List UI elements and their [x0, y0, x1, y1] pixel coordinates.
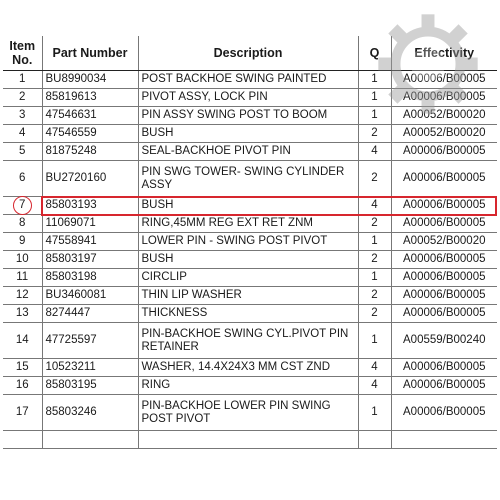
row-description: THIN LIP WASHER	[138, 287, 358, 305]
row-effectivity: A00006/B00005	[391, 377, 497, 395]
row-item-no: 6	[3, 161, 42, 197]
table-row	[3, 215, 497, 233]
row-description	[138, 431, 358, 449]
row-item-no: 1	[3, 71, 42, 89]
row-item-no: 5	[3, 143, 42, 161]
row-item-no: 16	[3, 377, 42, 395]
table-body	[3, 71, 497, 449]
row-part-number: BU3460081	[42, 287, 138, 305]
row-qty: 4	[358, 143, 391, 161]
row-qty: 1	[358, 395, 391, 431]
row-item-no: 12	[3, 287, 42, 305]
row-part-number: 11069071	[42, 215, 138, 233]
table-row	[3, 161, 497, 197]
table-row	[3, 377, 497, 395]
row-item-no: 14	[3, 323, 42, 359]
row-item-no: 17	[3, 395, 42, 431]
table-row	[3, 233, 497, 251]
table-header-row	[3, 36, 497, 71]
parts-table-container	[3, 36, 497, 449]
row-description: THICKNESS	[138, 305, 358, 323]
table-row	[3, 107, 497, 125]
row-effectivity: A00006/B00005	[391, 161, 497, 197]
row-qty: 2	[358, 305, 391, 323]
row-description: RING	[138, 377, 358, 395]
row-description: SEAL-BACKHOE PIVOT PIN	[138, 143, 358, 161]
row-part-number: 8274447	[42, 305, 138, 323]
row-part-number: BU8990034	[42, 71, 138, 89]
row-part-number: 85803197	[42, 251, 138, 269]
row-description: PIN ASSY SWING POST TO BOOM	[138, 107, 358, 125]
row-item-no: 4	[3, 125, 42, 143]
table-row	[3, 89, 497, 107]
row-effectivity: A00006/B00005	[391, 305, 497, 323]
parts-table	[3, 36, 497, 449]
row-item-no: 13	[3, 305, 42, 323]
row-description: CIRCLIP	[138, 269, 358, 287]
row-qty: 1	[358, 269, 391, 287]
row-description: PIN-BACKHOE LOWER PIN SWING POST PIVOT	[138, 395, 358, 431]
row-description: RING,45MM REG EXT RET ZNM	[138, 215, 358, 233]
table-row	[3, 143, 497, 161]
row-qty: 4	[358, 359, 391, 377]
row-description: BUSH	[138, 125, 358, 143]
row-effectivity: A00559/B00240	[391, 323, 497, 359]
row-item-no	[3, 431, 42, 449]
row-qty: 1	[358, 323, 391, 359]
row-part-number: 10523211	[42, 359, 138, 377]
row-item-no: 10	[3, 251, 42, 269]
row-effectivity	[391, 431, 497, 449]
row-item-no: 2	[3, 89, 42, 107]
row-part-number: 81875248	[42, 143, 138, 161]
row-effectivity: A00006/B00005	[391, 395, 497, 431]
row-effectivity: A00052/B00020	[391, 107, 497, 125]
row-effectivity: A00052/B00020	[391, 125, 497, 143]
row-qty: 4	[358, 197, 391, 215]
row-qty: 1	[358, 107, 391, 125]
row-qty: 2	[358, 215, 391, 233]
row-part-number: 85803246	[42, 395, 138, 431]
table-row	[3, 395, 497, 431]
table-row	[3, 359, 497, 377]
row-effectivity: A00006/B00005	[391, 359, 497, 377]
row-part-number: 47546559	[42, 125, 138, 143]
row-qty: 4	[358, 377, 391, 395]
table-row	[3, 71, 497, 89]
table-row	[3, 431, 497, 449]
row-part-number: 47558941	[42, 233, 138, 251]
row-description: PIN-BACKHOE SWING CYL.PIVOT PIN RETAINER	[138, 323, 358, 359]
row-effectivity: A00006/B00005	[391, 143, 497, 161]
row-effectivity: A00006/B00005	[391, 89, 497, 107]
header-effectivity: Effectivity	[391, 36, 497, 71]
row-item-no: 9	[3, 233, 42, 251]
row-effectivity: A00006/B00005	[391, 269, 497, 287]
row-qty	[358, 431, 391, 449]
table-row	[3, 125, 497, 143]
header-item-no: Item No.	[3, 36, 42, 71]
row-part-number: 85803193	[42, 197, 138, 215]
row-qty: 1	[358, 71, 391, 89]
table-row	[3, 323, 497, 359]
row-item-no: 8	[3, 215, 42, 233]
row-part-number	[42, 431, 138, 449]
table-row	[3, 287, 497, 305]
table-row	[3, 251, 497, 269]
row-part-number: 47725597	[42, 323, 138, 359]
row-effectivity: A00052/B00020	[391, 233, 497, 251]
row-description: PIN SWG TOWER- SWING CYLINDER ASSY	[138, 161, 358, 197]
row-qty: 1	[358, 233, 391, 251]
table-row	[3, 269, 497, 287]
header-part-number: Part Number	[42, 36, 138, 71]
row-effectivity: A00006/B00005	[391, 71, 497, 89]
row-effectivity: A00006/B00005	[391, 287, 497, 305]
row-effectivity: A00006/B00005	[391, 197, 497, 215]
row-description: PIVOT ASSY, LOCK PIN	[138, 89, 358, 107]
table-row	[3, 197, 497, 215]
row-part-number: 85819613	[42, 89, 138, 107]
row-qty: 2	[358, 287, 391, 305]
row-description: POST BACKHOE SWING PAINTED	[138, 71, 358, 89]
row-item-no: 3	[3, 107, 42, 125]
row-description: BUSH	[138, 251, 358, 269]
header-description: Description	[138, 36, 358, 71]
row-description: WASHER, 14.4X24X3 MM CST ZND	[138, 359, 358, 377]
row-part-number: 85803198	[42, 269, 138, 287]
row-item-no: 7	[3, 197, 42, 215]
row-qty: 2	[358, 125, 391, 143]
row-part-number: BU2720160	[42, 161, 138, 197]
row-effectivity: A00006/B00005	[391, 215, 497, 233]
row-item-no: 11	[3, 269, 42, 287]
row-qty: 1	[358, 89, 391, 107]
table-row	[3, 305, 497, 323]
row-part-number: 85803195	[42, 377, 138, 395]
row-item-no: 15	[3, 359, 42, 377]
row-qty: 2	[358, 161, 391, 197]
header-qty: Q	[358, 36, 391, 71]
row-description: BUSH	[138, 197, 358, 215]
row-description: LOWER PIN - SWING POST PIVOT	[138, 233, 358, 251]
row-effectivity: A00006/B00005	[391, 251, 497, 269]
row-part-number: 47546631	[42, 107, 138, 125]
row-qty: 2	[358, 251, 391, 269]
